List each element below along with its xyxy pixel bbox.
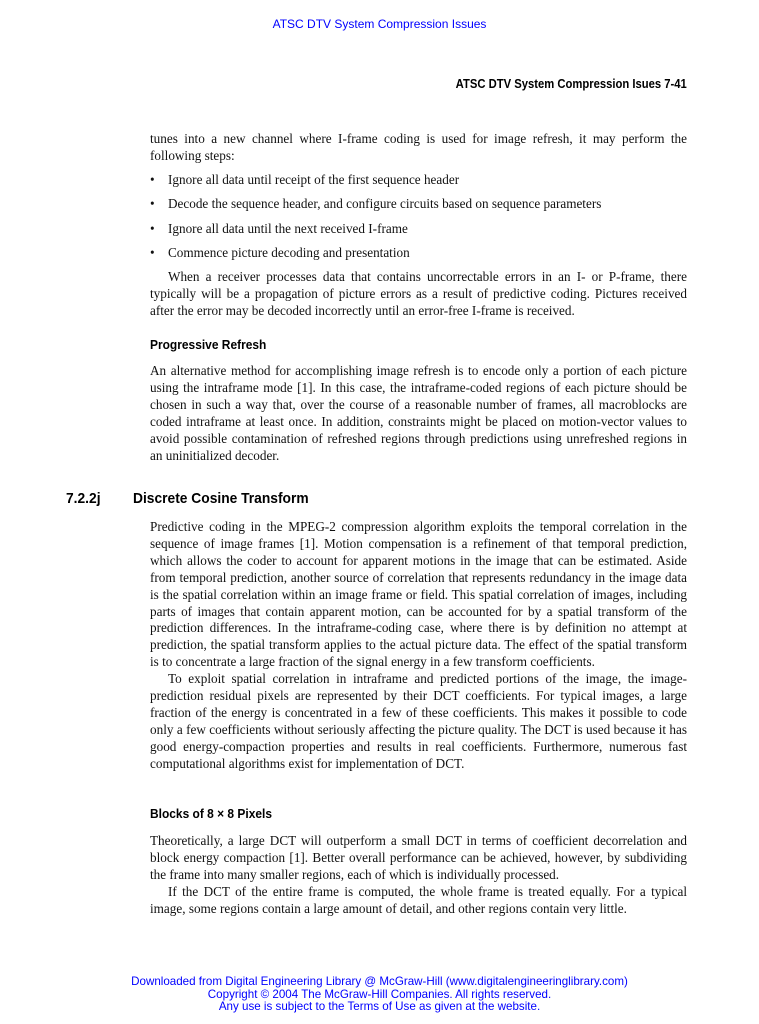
list-item: • Decode the sequence header, and configure circuits based on sequence parameters <box>150 196 602 212</box>
top-title-link[interactable]: ATSC DTV System Compression Issues <box>272 17 487 31</box>
section-title: Discrete Cosine Transform <box>133 490 309 507</box>
footer-terms-line[interactable]: Any use is subject to the Terms of Use as given at the website. <box>218 1000 541 1013</box>
footer-copyright-line: Copyright © 2004 The McGraw-Hill Companies. All rights reserved. <box>207 987 552 1001</box>
errors-paragraph: When a receiver processes data that contains uncorrectable errors in an I- or P-frame, there typically will be a propagation of picture errors as a result of predictive coding. Pictures received after the error may be decoded incorrectly until an error-free I-frame is received. <box>150 269 687 318</box>
progressive-refresh-heading: Progressive Refresh <box>150 337 267 352</box>
footer-download-line[interactable]: Downloaded from Digital Engineering Library @ McGraw-Hill (www.digitalengineeringlibrary.com) <box>131 975 628 988</box>
intro-paragraph: tunes into a new channel where I-frame coding is used for image refresh, it may perform the following steps: <box>150 131 687 163</box>
section-number: 7.2.2j <box>66 490 101 507</box>
dct-paragraphs: Predictive coding in the MPEG-2 compression algorithm exploits the temporal correlation in the sequence of image frames [1]. Motion compensation is a refinement of that temporal prediction, which allows the coder to account for apparent motions in the image that can be estimated. Aside from temporal prediction, another source of correlation that represents redundancy in the image data is the spatial correlation within an image frame or field. This spatial correlation of images, including parts of images that contain apparent motion, can be accounted for by a spatial transform of the prediction differences. In the intraframe-coding case, where there is by definition no attempt at prediction, the spatial transform applies to the actual picture data. The effect of the spatial transform is to concentrate a large fraction of the signal energy in a few transform coefficients. To exploit spatial correlation in intraframe and predicted portions of the image, the image-prediction residual pixels are represented by their DCT coefficients. For typical images, a large fraction of the energy is concentrated in a few of these coefficients. This makes it possible to code only a few coefficients without seriously affecting the picture quality. The DCT is used because it has good energy-compaction properties and results in real coefficients. Furthermore, numerous fast computational algorithms exist for implementation of DCT. <box>150 519 687 771</box>
blocks-heading: Blocks of 8 × 8 Pixels <box>150 806 273 821</box>
blocks-paragraphs: Theoretically, a large DCT will outperform a small DCT in terms of coefficient decorrelation and block energy compaction [1]. Better overall performance can be achieved, however, by subdividing the frame into many smaller regions, each of which is individually processed. If the DCT of the entire frame is computed, the whole frame is treated equally. For a typical image, some regions contain a large amount of detail, and other regions contain very little. <box>150 833 687 916</box>
list-item: • Commence picture decoding and presentation <box>150 244 410 260</box>
running-head: ATSC DTV System Compression Isues 7-41 <box>455 77 687 91</box>
list-item: • Ignore all data until receipt of the first sequence header <box>150 172 460 187</box>
list-item: • Ignore all data until the next received I-frame <box>150 220 408 236</box>
steps-list <box>150 172 687 269</box>
footer-notice[interactable] <box>0 976 759 1014</box>
progressive-refresh-paragraph: An alternative method for accomplishing image refresh is to encode only a portion of each picture using the intraframe mode [1]. In this case, the intraframe-coded regions of each picture should be chosen in such a way that, over the course of a reasonable number of frames, all macroblocks are coded intraframe at least once. In addition, constraints might be placed on motion-vector values to avoid possible contamination of refreshed regions through predictions using unrefreshed regions in an uninitialized decoder. <box>150 363 687 463</box>
